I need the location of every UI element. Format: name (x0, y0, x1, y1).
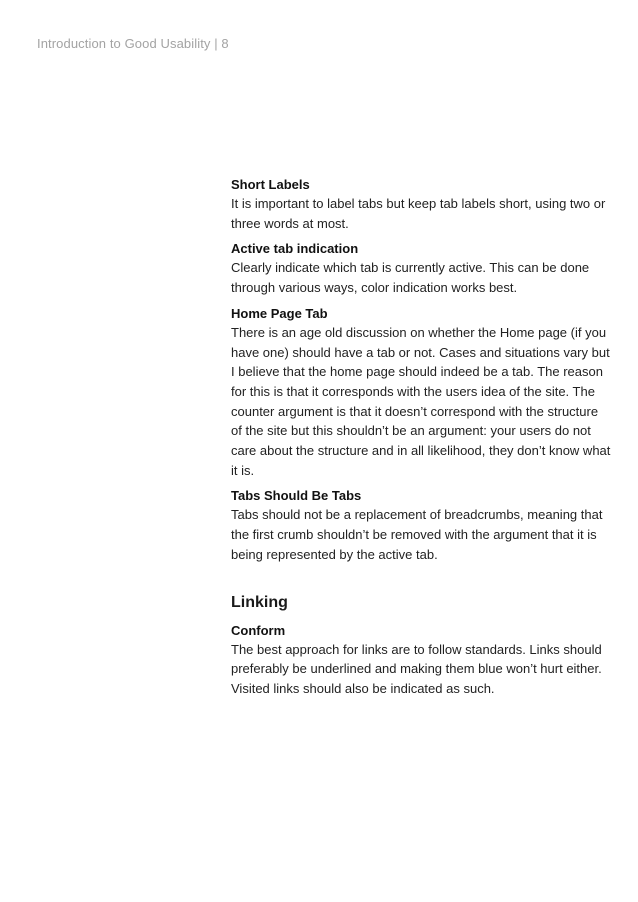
section-conform (231, 621, 611, 699)
section-active-tab-indication (231, 239, 611, 297)
section-body: It is important to label tabs but keep tab labels short, using two or three words at most. (231, 196, 606, 231)
page-content (231, 175, 611, 705)
section-short-labels (231, 175, 611, 233)
section-body: The best approach for links are to follow standards. Links should preferably be underlined and making them blue won’t hurt either. Visited links should also be indicated as such. (231, 641, 602, 696)
section-body: Tabs should not be a replacement of breadcrumbs, meaning that the first crumb shouldn’t be removed with the argument that it is being represented by the active tab. (231, 507, 603, 562)
running-header: Introduction to Good Usability | 8 (37, 36, 229, 51)
section-heading: Active tab indication (231, 241, 359, 257)
section-heading: Short Labels (231, 177, 310, 192)
section-body: There is an age old discussion on whether the Home page (if you have one) should have a tab or not. Cases and situations vary but I believe that the home page should indeed be a tab. The reason for this is that it corresponds with the users idea of the site. The counter argument is that it doesn’t correspond with the structure of the site but this shouldn’t be an argument: your users do not care about the structure and in all likelihood, they don’t know what it is. (231, 324, 611, 478)
section-home-page-tab (231, 304, 611, 481)
section-body: Clearly indicate which tab is currently active. This can be done through various ways, color indication works best. (231, 260, 590, 296)
chapter-heading-linking: Linking (231, 593, 288, 611)
section-heading: Tabs Should Be Tabs (231, 488, 362, 504)
section-heading: Home Page Tab (231, 305, 328, 321)
section-tabs-should-be-tabs (231, 486, 611, 564)
section-heading: Conform (231, 622, 286, 638)
